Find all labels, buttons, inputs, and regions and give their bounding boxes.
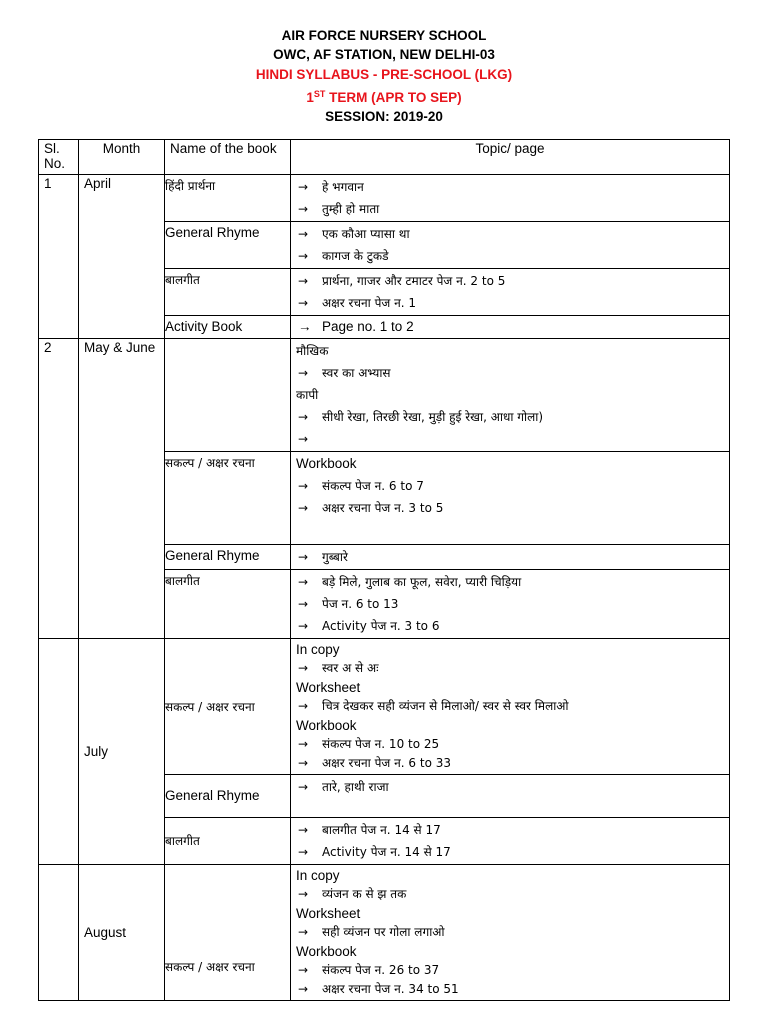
topic-line: → पेज न. 6 to 13	[296, 593, 724, 615]
topic-line: → स्वर अ से अः	[296, 659, 724, 678]
table-row	[39, 175, 730, 222]
book-name-empty	[165, 339, 291, 452]
arrow-icon: →	[298, 296, 309, 310]
topic-line: → बड़े मिले, गुलाब का फूल, सवेरा, प्यारी चिड़िया	[296, 571, 724, 593]
topic-cell	[291, 175, 730, 222]
topic-line: → संकल्प पेज न. 26 to 37	[296, 961, 724, 980]
topic-line: Worksheet	[296, 906, 361, 921]
term-title	[0, 85, 768, 107]
topic-cell	[291, 775, 730, 818]
topic-line: → अक्षर रचना पेज न. 34 to 51	[296, 980, 724, 999]
arrow-icon: →	[298, 619, 309, 633]
arrow-icon: →	[298, 274, 309, 288]
topic-line: → एक कौआ प्यासा था	[296, 223, 724, 245]
topic-cell	[291, 570, 730, 639]
topic-line: Workbook	[296, 944, 357, 959]
topic-cell	[291, 222, 730, 269]
row-month: August	[79, 865, 165, 1001]
school-address: OWC, AF STATION, NEW DELHI-03	[273, 47, 495, 62]
term-number: 1	[306, 90, 314, 105]
table-header-row	[39, 140, 730, 175]
topic-cell	[291, 865, 730, 1001]
book-name: बालगीत	[165, 834, 200, 848]
topic-line: → सही व्यंजन पर गोला लगाओ	[296, 923, 724, 942]
row-month: May & June	[79, 339, 165, 639]
term-ordinal: ST	[313, 89, 326, 99]
topic-line: → स्वर का अभ्यास	[296, 362, 724, 384]
topic-line: → तारे, हाथी राजा	[296, 776, 724, 798]
arrow-icon: →	[298, 202, 309, 216]
col-header-month: Month	[79, 140, 165, 175]
topic-cell	[291, 339, 730, 452]
topic-cell	[291, 639, 730, 775]
topic-line: → संकल्प पेज न. 10 to 25	[296, 735, 724, 754]
topic-line: → Page no. 1 to 2	[298, 319, 414, 334]
book-name: सकल्प / अक्षर रचना	[165, 456, 255, 470]
arrow-icon: →	[298, 780, 309, 794]
book-name: सकल्प / अक्षर रचना	[165, 699, 255, 714]
topic-line: मौखिक	[296, 344, 329, 358]
topic-line: → गुब्बारे	[296, 546, 724, 568]
arrow-icon: →	[298, 410, 309, 424]
row-month: July	[79, 639, 165, 865]
book-name: Activity Book	[165, 316, 291, 339]
topic-cell	[291, 818, 730, 865]
row-serial-empty	[39, 639, 79, 865]
topic-line: → अक्षर रचना पेज न. 6 to 33	[296, 754, 724, 773]
arrow-icon: →	[298, 699, 309, 713]
arrow-icon: →	[298, 227, 309, 241]
table-row	[39, 339, 730, 452]
arrow-icon: →	[298, 575, 309, 589]
topic-line: Workbook	[296, 718, 357, 733]
syllabus-table	[38, 139, 730, 1001]
term-range: TERM (APR TO SEP)	[325, 90, 462, 105]
topic-line: → Activity पेज न. 3 to 6	[296, 615, 724, 637]
arrow-icon: →	[298, 823, 309, 837]
book-name: बालगीत	[165, 574, 200, 588]
arrow-icon: →	[298, 501, 309, 515]
topic-cell	[291, 316, 730, 339]
topic-line: → सीधी रेखा, तिरछी रेखा, मुड़ी हुई रेखा, आधा गोला)	[296, 406, 724, 428]
session-title: SESSION: 2019-20	[325, 109, 443, 124]
school-name: AIR FORCE NURSERY SCHOOL	[281, 28, 487, 43]
topic-line: → हे भगवान	[296, 176, 724, 198]
topic-line: → तुम्ही हो माता	[296, 198, 724, 220]
topic-line: → बालगीत पेज न. 14 से 17	[296, 819, 724, 841]
topic-line	[296, 428, 724, 450]
arrow-icon: →	[298, 845, 309, 859]
arrow-icon: →	[298, 432, 309, 446]
topic-line: → व्यंजन क से झ तक	[296, 885, 724, 904]
topic-line: → अक्षर रचना पेज न. 1	[296, 292, 724, 314]
arrow-icon: →	[298, 249, 309, 263]
topic-line: → संकल्प पेज न. 6 to 7	[296, 475, 724, 497]
arrow-icon: →	[298, 180, 309, 194]
topic-cell	[291, 269, 730, 316]
topic-line: → प्रार्थना, गाजर और टमाटर पेज न. 2 to 5	[296, 270, 724, 292]
table-row	[39, 865, 730, 1001]
topic-line: → Activity पेज न. 14 से 17	[296, 841, 724, 863]
topic-line: Workbook	[296, 456, 357, 471]
row-serial: 2	[39, 339, 79, 639]
topic-line: कापी	[296, 388, 319, 402]
arrow-icon: →	[298, 479, 309, 493]
arrow-icon: →	[298, 756, 309, 770]
row-month: April	[79, 175, 165, 339]
topic-line: → कागज के टुकडे	[296, 245, 724, 267]
arrow-icon: →	[298, 925, 309, 939]
arrow-icon: →	[298, 887, 309, 901]
arrow-icon: →	[298, 550, 309, 564]
col-header-book: Name of the book	[165, 140, 291, 175]
arrow-icon: →	[298, 737, 309, 751]
row-serial-empty	[39, 865, 79, 1001]
document-header	[0, 26, 768, 126]
topic-line: → अक्षर रचना पेज न. 3 to 5	[296, 497, 724, 519]
syllabus-title: HINDI SYLLABUS - PRE-SCHOOL (LKG)	[255, 67, 513, 82]
arrow-icon: →	[298, 661, 309, 675]
arrow-icon: →	[298, 963, 309, 977]
book-name: हिंदी प्रार्थना	[165, 179, 216, 193]
arrow-icon: →	[298, 319, 312, 334]
topic-line: In copy	[296, 868, 340, 883]
book-name: General Rhyme	[165, 222, 291, 269]
arrow-icon: →	[298, 597, 309, 611]
arrow-icon: →	[298, 366, 309, 380]
topic-cell	[291, 545, 730, 570]
arrow-icon: →	[298, 982, 309, 996]
topic-line: In copy	[296, 642, 340, 657]
topic-cell	[291, 452, 730, 545]
table-row	[39, 639, 730, 775]
topic-line: Worksheet	[296, 680, 361, 695]
book-name: General Rhyme	[165, 775, 291, 818]
book-name: बालगीत	[165, 273, 200, 287]
col-header-topic: Topic/ page	[291, 140, 730, 175]
col-header-sl: Sl. No.	[39, 140, 79, 175]
topic-line: → चित्र देखकर सही व्यंजन से मिलाओ/ स्वर से स्वर मिलाओ	[296, 697, 724, 716]
book-name: General Rhyme	[165, 545, 291, 570]
row-serial: 1	[39, 175, 79, 339]
book-name: सकल्प / अक्षर रचना	[165, 960, 255, 974]
